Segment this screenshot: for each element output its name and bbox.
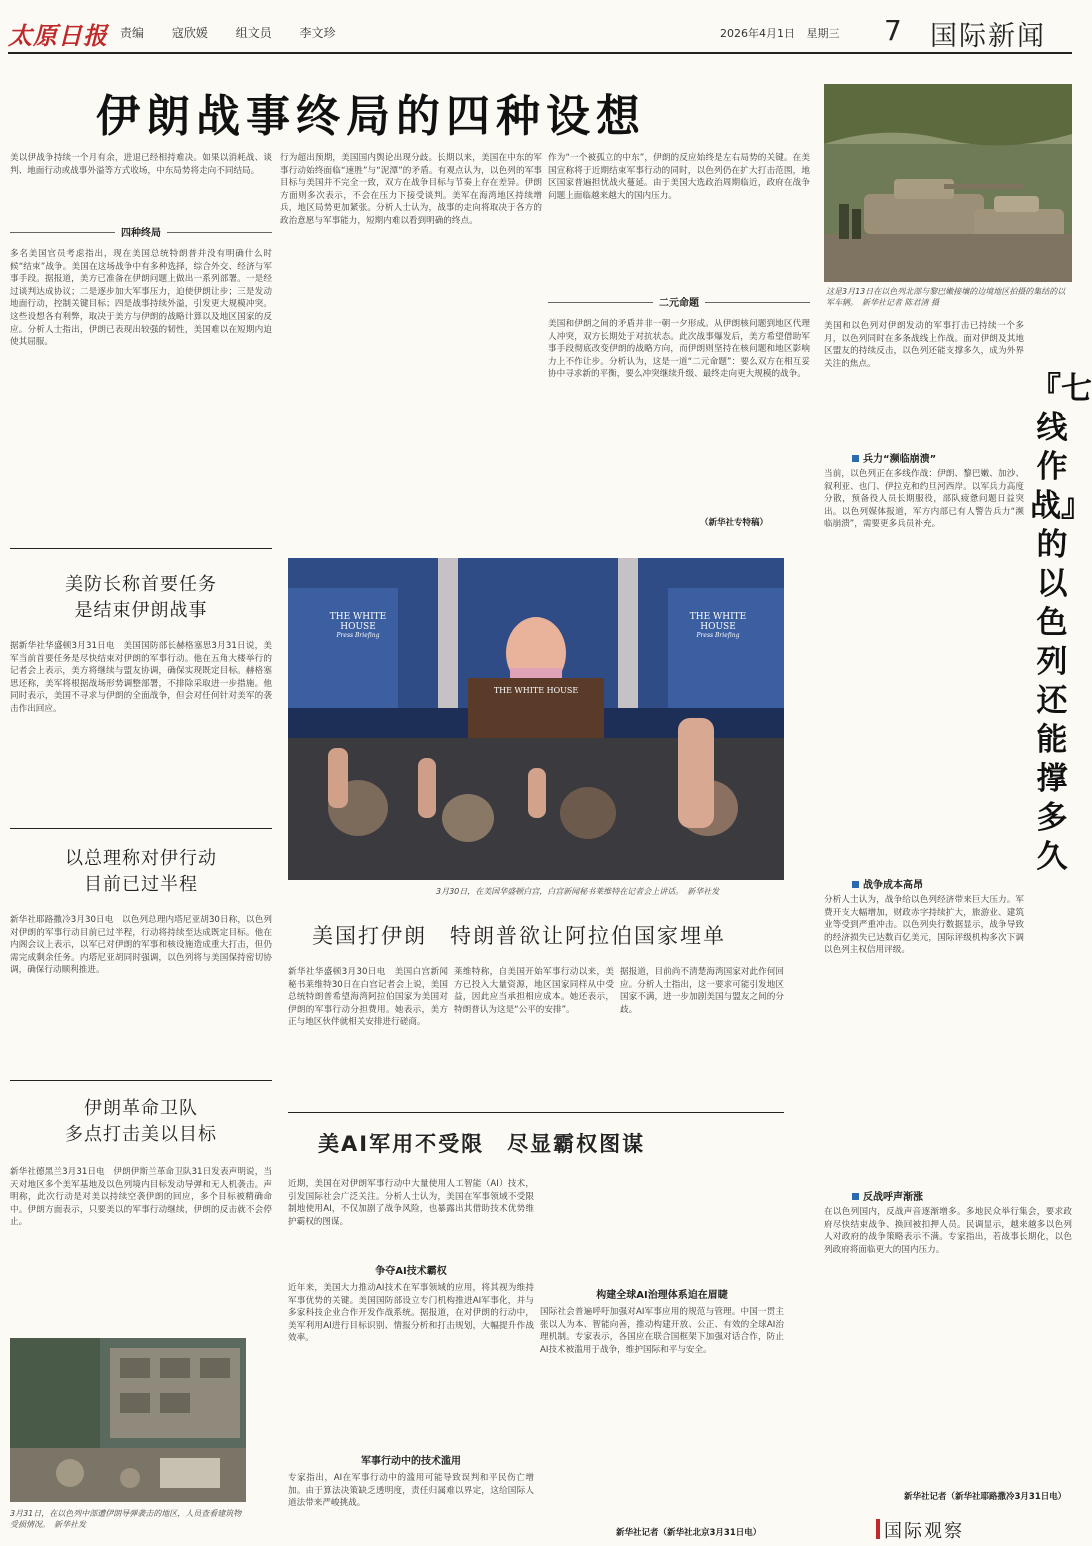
column-marker <box>876 1519 880 1539</box>
section-heading-text: 四种终局 <box>115 228 167 239</box>
section-name: 国际新闻 <box>930 21 1046 52</box>
article-column: 行为超出预期，美国国内舆论出现分歧。长期以来，美国在中东的军事行动始终面临“速胜”与“泥潭”的矛盾。有观点认为，以色列的军事目标与美国并不完全一致，双方在战争目标与节奏上存在差异。伊朗方面则多次表示，不会在压力下接受谈判。美军在海湾地区持续增兵，地区局势更加紧张。分析人士认为，战事的走向将取决于各方的政治意愿与军事能力，短期内难以看到明确的终点。 <box>280 153 542 226</box>
article-column: 在以色列国内，反战声音逐渐增多。多地民众举行集会，要求政府尽快结束战争、换回被扣押人员。民调显示，越来越多以色列人对政府的战争策略表示不满。专家指出，若战事长期化，以色列政府将面临更大的国内压力。 <box>824 1207 1072 1255</box>
newspaper-logo: 太原日报 <box>8 21 108 50</box>
article-column: 国际社会普遍呼吁加强对AI军事应用的规范与管理。中国一贯主张以人为本、智能向善，推动构建开放、公正、有效的全球AI治理机制。专家表示，各国应在联合国框架下加强对话合作，防止AI技术被滥用于战争，维护国际和平与安全。 <box>540 1307 784 1355</box>
main-headline: 伊朗战事终局的四种设想 <box>96 91 646 142</box>
section-heading-text: 二元命题 <box>653 298 705 309</box>
article-body: 据新华社华盛顿3月31日电 美国国防部长赫格塞思3月31日说，美军当前首要任务是尽快结束对伊朗的军事行动。他在五角大楼举行的记者会上表示，美方将继续与盟友协调，确保实现既定目标。赫格塞思还称，美军将根据战场形势调整部署，不排除采取进一步措施。他同时表示，美国不寻求与伊朗的全面战争，但会对任何针对美军的袭击作出回应。 <box>10 641 272 714</box>
article-column: 分析人士认为，战争给以色列经济带来巨大压力。军费开支大幅增加，财政赤字持续扩大，旅游业、建筑业等受到严重冲击。以色列央行数据显示，战争导致的经济损失已达数百亿美元，国际评级机构多次下调以色列主权信用评级。 <box>824 895 1024 956</box>
byline: 新华社记者（新华社耶路撒冷3月31日电） <box>904 1492 1067 1502</box>
photo-caption: 这是3月13日在以色列北部与黎巴嫩接壤的边境地区拍摄的集结的以军车辆。 新华社记者 陈君清 摄 <box>826 287 1066 307</box>
article-column: 近期，美国在对伊朗军事行动中大量使用人工智能（AI）技术，引发国际社会广泛关注。分析人士认为，美国在军事领域不受限制地使用AI，不仅加剧了战争风险，也暴露出其借助技术优势维护霸权的图谋。 <box>288 1179 534 1227</box>
date: 2026年4月1日 <box>720 27 795 40</box>
photo-caption: 3月30日，在美国华盛顿白宫，白宫新闻秘书莱维特在记者会上讲话。 新华社发 <box>436 887 720 896</box>
subtopic-heading: 战争成本高昂 <box>852 876 923 891</box>
press-briefing-photo <box>288 558 784 880</box>
dateline <box>720 25 848 41</box>
masthead-rule <box>8 52 1072 54</box>
backdrop-text <box>680 612 756 639</box>
section-heading <box>10 224 272 239</box>
vertical-headline: 『七线作战』的以色列还能撑多久 <box>1030 371 1092 875</box>
article-column: 新华社华盛顿3月30日电 美国白宫新闻秘书莱维特30日在白宫记者会上说，美国总统特朗普希望海湾阿拉伯国家为美国对伊朗的军事行动分担费用。她表示，美方正与地区伙伴就相关安排进行磋商。 <box>288 967 448 1028</box>
article-column: 专家指出，AI在军事行动中的滥用可能导致误判和平民伤亡增加。由于算法决策缺乏透明度，责任归属难以界定，这给国际人道法带来严峻挑战。 <box>288 1473 534 1509</box>
backdrop-subtitle: Press Briefing <box>336 632 380 639</box>
article-column: 美国和伊朗之间的矛盾并非一朝一夕形成。从伊朗核问题到地区代理人冲突，双方长期处于对抗状态。此次战事爆发后，美方希望借助军事手段彻底改变伊朗的战略方向，而伊朗则坚持在核问题和地区影响力上不作让步。分析认为，这是一道“二元命题”：要么双方在相互妥协中寻求新的平衡，要么冲突继续升级、最终走向更大规模的战争。 <box>548 319 810 380</box>
editor-label: 组文员 <box>235 26 272 40</box>
podium-text: THE WHITE HOUSE <box>493 686 579 695</box>
photo-caption: 3月31日，在以色列中部遭伊朗导弹袭击的地区，人员查看建筑物受损情况。 新华社发 <box>10 1509 242 1529</box>
divider <box>10 828 272 829</box>
editor-label: 责编 <box>120 26 145 40</box>
article-headline: 美防长称首要任务 是结束伊朗战事 <box>65 574 217 621</box>
article-column: 作为“一个被孤立的中东”，伊朗的反应始终是左右局势的关键。在美国宣称将于近期结束军事行动的同时，以色列仍在扩大打击范围，地区国家普遍担忧战火蔓延。由于美国大选政治周期临近，政府在战争问题上面临越来越大的国内压力。 <box>548 153 810 201</box>
article-column: 据报道，目前尚不清楚海湾国家对此作何回应。分析人士指出，这一要求可能引发地区国家不满，进一步加剧美国与盟友之间的分歧。 <box>620 967 784 1015</box>
weekday: 星期三 <box>806 27 840 40</box>
divider <box>10 1080 272 1081</box>
divider <box>288 1112 784 1113</box>
editors-line <box>120 24 360 41</box>
backdrop-text <box>320 612 396 639</box>
article-headline: 美AI军用不受限 尽显霸权图谋 <box>318 1132 646 1156</box>
subtopic-heading: 兵力“濒临崩溃” <box>852 450 936 465</box>
article-column: 美国和以色列对伊朗发动的军事打击已持续一个多月，以色列同时在多条战线上作战。面对伊朗及其地区盟友的持续反击，以色列还能支撑多久，成为外界关注的焦点。 <box>824 321 1024 369</box>
subtopic-heading: 反战呼声渐涨 <box>852 1188 923 1203</box>
article-body: 新华社耶路撒冷3月30日电 以色列总理内塔尼亚胡30日称，以色列对伊朗的军事行动目前已过半程，行动将持续至达成既定目标。他在内阁会议上表示，以军已对伊朗的军事和核设施造成重大打击，但仍需完成剩余任务。内塔尼亚胡同时强调，以色列将与美国保持密切协调，确保行动顺利推进。 <box>10 915 272 976</box>
byline: （新华社专特稿） <box>700 518 769 528</box>
backdrop-title: THE WHITE HOUSE <box>329 612 387 632</box>
article-headline: 以总理称对伊行动 目前已过半程 <box>65 848 217 895</box>
article-body: 新华社德黑兰3月31日电 伊朗伊斯兰革命卫队31日发表声明说，当天对地区多个美军基地及以色列境内目标发动导弹和无人机袭击。声明称，此次行动是对美以持续空袭伊朗的回应，多个目标被精确命中。伊朗方面表示，只要美以的军事行动继续，伊朗的反击就不会停止。 <box>10 1167 272 1228</box>
backdrop-title: THE WHITE HOUSE <box>689 612 747 632</box>
subheading: 军事行动中的技术滥用 <box>361 1456 461 1467</box>
section-heading <box>548 294 810 309</box>
article-column: 莱维特称，自美国开始军事行动以来，美方已投入大量资源，地区国家同样从中受益，因此应当承担相应成本。她还表示，特朗普认为这是“公平的安排”。 <box>454 967 614 1015</box>
article-column: 近年来，美国大力推动AI技术在军事领域的应用，将其视为维持军事优势的关键。美国国防部设立专门机构推进AI军事化，并与多家科技企业合作开发作战系统。据报道，在对伊朗的行动中，美军利用AI进行目标识别、情报分析和打击规划，大幅提升作战效率。 <box>288 1283 534 1344</box>
article-headline: 美国打伊朗 特朗普欲让阿拉伯国家埋单 <box>312 924 726 948</box>
byline: 新华社记者（新华社北京3月31日电） <box>616 1528 762 1538</box>
damage-photo <box>10 1338 246 1502</box>
column-name: 国际观察 <box>884 1521 964 1542</box>
page-number: 7 <box>884 14 902 47</box>
editor-name: 李文珍 <box>299 26 336 40</box>
article-column: 当前，以色列正在多线作战：伊朗、黎巴嫩、加沙、叙利亚、也门、伊拉克和约旦河西岸。以军兵力高度分散，预备役人员长期服役，部队疲惫问题日益突出。以色列媒体报道，军方内部已有人警告兵力“濒临崩溃”，需要更多兵员补充。 <box>824 469 1024 530</box>
subheading: 构建全球AI治理体系迫在眉睫 <box>596 1290 728 1301</box>
tanks-photo <box>824 84 1072 282</box>
lead-paragraph: 美以伊战争持续一个月有余，进退已经相持难决。如果以消耗战、谈判、地面行动或战事外溢等方式收场，中东局势将走向不同结局。 <box>10 153 272 176</box>
article-column: 多名美国官员考虑指出，现在美国总统特朗普并没有明确什么时候“结束”战争。美国在这场战争中有多种选择，综合外交、经济与军事手段。据报道，美方已准备在伊朗问题上做出一系列部署。一是经过谈判达成协议；二是逐步加大军事压力，迫使伊朗让步；三是发动地面行动，控制关键目标；四是战事持续外溢，引发更大规模冲突。这些设想各有利弊，取决于美方与伊朗的战略计算以及地区国家的反应。分析人士指出，伊朗已表现出较强的韧性，美国难以在短期内迫使其屈服。 <box>10 249 272 348</box>
editor-name: 寇欣媛 <box>171 26 208 40</box>
backdrop-subtitle: Press Briefing <box>696 632 740 639</box>
article-headline: 伊朗革命卫队 多点打击美以目标 <box>65 1098 217 1145</box>
divider <box>10 548 272 549</box>
subheading: 争夺AI技术霸权 <box>375 1266 447 1277</box>
